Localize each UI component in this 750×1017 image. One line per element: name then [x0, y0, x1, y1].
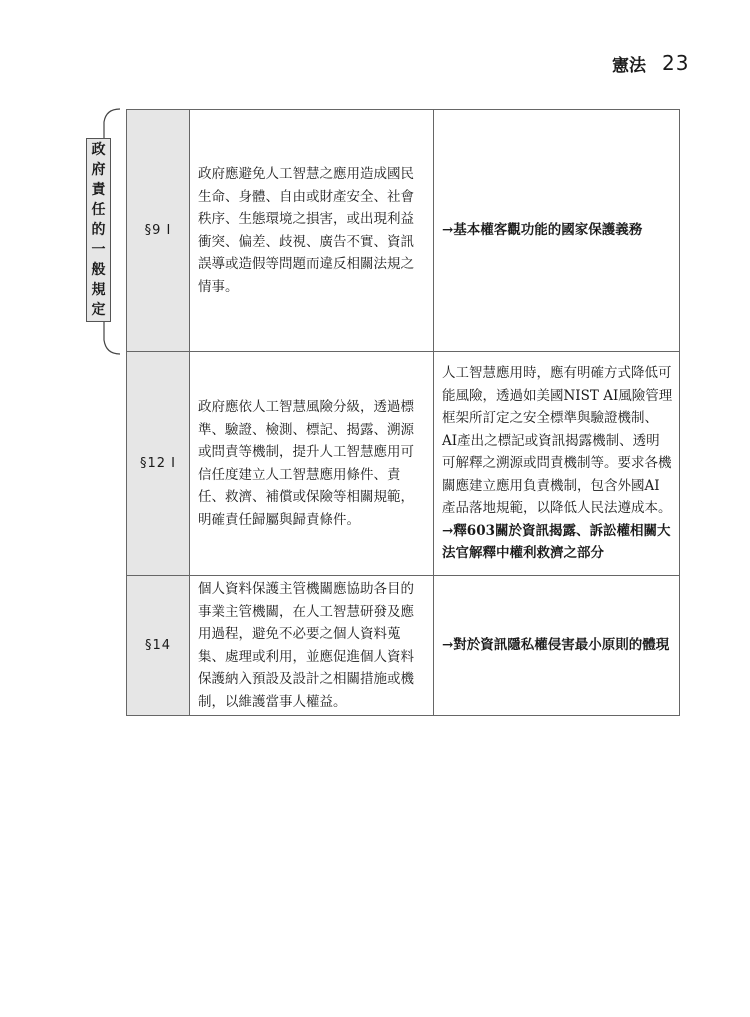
side-tab-char: 般: [91, 262, 106, 278]
article-text: 政府應依人工智慧風險分級，透過標準、驗證、檢測、標記、揭露、溯源或問責等機制，提升人工智慧應用可信任度建立人工智慧應用條件、責任、救濟、補償或保險等相關規範，明確責任歸屬與歸責條件。: [190, 352, 434, 576]
page-header: [612, 50, 712, 76]
commentary-bold: →對於資訊隱私權侵害最小原則的體現: [442, 637, 670, 654]
article-commentary: [434, 576, 680, 716]
article-number: §14: [127, 576, 190, 716]
side-tab-char: 政: [91, 142, 106, 158]
article-text: 政府應避免人工智慧之應用造成國民生命、身體、自由或財產安全、社會秩序、生態環境之損害，或出現利益衝突、偏差、歧視、廣告不實、資訊誤導或造假等問題而違反相關法規之情事。: [190, 110, 434, 352]
commentary-bold: →釋603關於資訊揭露、訴訟權相關大法官解釋中權利救濟之部分: [442, 522, 671, 562]
side-tab-char: 一: [91, 242, 106, 258]
article-commentary: [434, 110, 680, 352]
table-row: [127, 576, 680, 716]
side-tab-char: 的: [91, 222, 106, 238]
section-title: 憲法: [612, 55, 646, 76]
table-row: [127, 110, 680, 352]
article-number: §12 I: [127, 352, 190, 576]
side-tab-char: 定: [91, 302, 106, 318]
side-tab-char: 任: [91, 202, 106, 218]
commentary-plain: 人工智慧應用時，應有明確方式降低可能風險，透過如美國NIST AI風險管理框架所訂定之安全標準與驗證機制、AI產出之標記或資訊揭露機制、透明可解釋之溯源或問責機制等。要求各機關應建立應用負責機制，包含外國AI產品落地規範，以降低人民法遵成本。: [442, 365, 673, 517]
side-tab-label: [86, 138, 111, 322]
commentary-bold: →基本權客觀功能的國家保護義務: [442, 222, 643, 239]
page-number: 23: [662, 51, 690, 75]
article-text: 個人資料保護主管機關應協助各目的事業主管機關，在人工智慧研發及應用過程，避免不必要之個人資料蒐集、處理或利用，並應促進個人資料保護納入預設及設計之相關措施或機制，以維護當事人權益。: [190, 576, 434, 716]
article-number: §9 I: [127, 110, 190, 352]
provisions-table: [126, 109, 680, 716]
side-tab-char: 規: [91, 282, 106, 298]
side-tab-char: 責: [91, 182, 106, 198]
article-commentary: [434, 352, 680, 576]
table-row: [127, 352, 680, 576]
side-tab-char: 府: [91, 162, 106, 178]
